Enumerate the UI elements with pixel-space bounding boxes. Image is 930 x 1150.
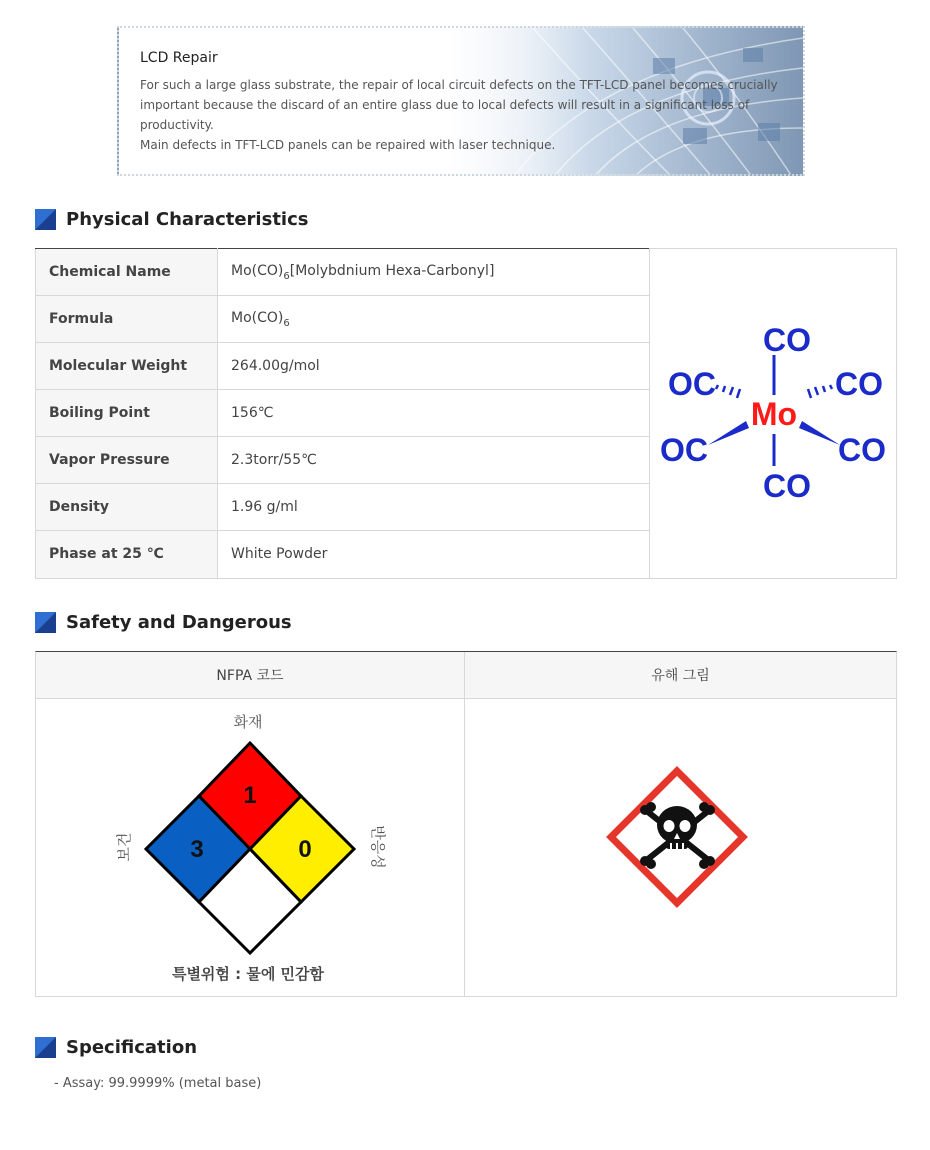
banner-line-2: important because the discard of an entire glass due to local defects will result in a significant loss of <box>140 98 750 112</box>
row-value: $Mo(CO)_6[Molybdnium$ Hexa-Carbonyl] <box>218 249 650 296</box>
hazard-pictogram-cell <box>465 699 896 996</box>
physical-section-title: Physical Characteristics <box>66 208 309 230</box>
nfpa-cell <box>36 699 465 996</box>
structure-lower-right-label: CO <box>838 432 886 468</box>
hazard-pictogram-column-header: 유해 그림 <box>465 652 896 699</box>
row-label: Boiling Point <box>36 390 218 437</box>
table-row <box>36 484 650 531</box>
row-label: Density <box>36 484 218 531</box>
row-label: Vapor Pressure <box>36 437 218 484</box>
section-square-icon <box>35 612 56 633</box>
specification-section-title: Specification <box>66 1036 198 1058</box>
row-value: $Mo(CO)_6$ <box>218 296 650 343</box>
nfpa-reactivity-value: 0 <box>298 836 312 863</box>
wedge-bond-left <box>708 421 749 445</box>
nfpa-health-value: 3 <box>190 836 204 863</box>
safety-table <box>35 651 897 997</box>
row-value: 2.3torr/55℃ <box>218 437 650 484</box>
physical-characteristics-table <box>35 248 897 579</box>
nfpa-fire-value: 1 <box>243 782 257 809</box>
row-value: 264.00g/mol <box>218 343 650 390</box>
table-row <box>36 249 650 296</box>
row-label: Molecular Weight <box>36 343 218 390</box>
table-row <box>36 390 650 437</box>
structure-top-label: CO <box>763 322 811 358</box>
structure-center-label: Mo <box>750 396 798 432</box>
skull-crossbones-icon <box>465 699 896 996</box>
section-square-icon <box>35 1037 56 1058</box>
molecular-structure-cell <box>649 248 896 578</box>
structure-upper-left-label: OC <box>668 366 716 402</box>
table-row <box>36 437 650 484</box>
table-row <box>36 343 650 390</box>
nfpa-diamond-diagram <box>36 699 465 996</box>
row-label: Phase at 25 ℃ <box>36 531 218 578</box>
structure-bottom-label: CO <box>763 468 811 504</box>
banner-line-1: For such a large glass substrate, the repair of local circuit defects on the TFT-LCD panel becomes crucially <box>140 78 778 92</box>
lcd-repair-banner <box>117 26 805 176</box>
table-row <box>36 531 650 578</box>
safety-section-heading <box>35 609 292 635</box>
safety-section-title: Safety and Dangerous <box>66 611 292 633</box>
banner-title: LCD Repair <box>140 50 218 66</box>
banner-line-4: Main defects in TFT-LCD panels can be repaired with laser technique. <box>140 138 556 152</box>
nfpa-column-header: NFPA 코드 <box>36 652 465 699</box>
structure-lower-left-label: OC <box>660 432 708 468</box>
section-square-icon <box>35 209 56 230</box>
specification-assay-line: - Assay: 99.9999% (metal base) <box>54 1076 262 1091</box>
molecular-structure-diagram <box>650 249 897 579</box>
specification-section-heading <box>35 1034 197 1060</box>
structure-upper-right-label: CO <box>835 366 883 402</box>
nfpa-health-label: 보건 <box>115 832 133 862</box>
table-row <box>36 296 650 343</box>
row-value: 156℃ <box>218 390 650 437</box>
physical-section-heading <box>35 206 308 232</box>
row-value: White Powder <box>231 546 328 563</box>
row-value: 1.96 g/ml <box>218 484 650 531</box>
nfpa-fire-label: 화재 <box>233 713 263 731</box>
hashed-bond-right <box>808 385 832 398</box>
hashed-bond-left <box>716 385 740 398</box>
banner-line-3: productivity. <box>140 118 214 132</box>
nfpa-special-label: 특별위험 : 물에 민감함 <box>171 965 325 983</box>
nfpa-reactivity-label: 반응성 <box>369 825 387 869</box>
row-label: Chemical Name <box>36 249 218 296</box>
wedge-bond-right <box>799 421 840 445</box>
row-label: Formula <box>36 296 218 343</box>
